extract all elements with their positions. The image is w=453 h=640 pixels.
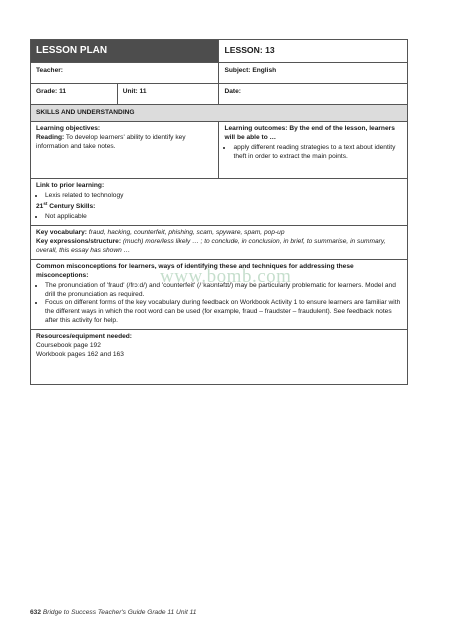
page-footer	[30, 609, 196, 616]
prior-learning-heading: Link to prior learning:	[36, 182, 105, 190]
date-label: Date:	[219, 83, 408, 104]
prior-learning-item: • Lexis related to technology	[45, 192, 402, 201]
prior-learning-list	[36, 192, 402, 201]
subject-label: Subject: English	[219, 62, 408, 83]
key-vocabulary	[36, 229, 402, 238]
century-skills-heading	[36, 201, 402, 212]
page-number: 632	[30, 609, 42, 616]
objectives-cell	[31, 122, 219, 179]
vocabulary-cell	[31, 226, 408, 260]
resources-line: Coursebook page 192	[36, 342, 101, 350]
century-sup: st	[43, 201, 48, 207]
key-vocabulary-label: Key vocabulary:	[36, 229, 87, 237]
grade-label: Grade: 11	[31, 83, 118, 104]
outcome-item: • apply different reading strategies to a text about identity theft in order to extract the main points.	[233, 144, 402, 162]
century-rest: Century Skills:	[47, 203, 96, 211]
skills-heading: SKILLS AND UNDERSTANDING	[31, 104, 408, 122]
key-vocabulary-text: fraud, hacking, counterfeit, phishing, scam, spyware, spam, pop-up	[86, 229, 285, 237]
resources-heading: Resources/equipment needed:	[36, 333, 132, 341]
key-expressions	[36, 238, 402, 256]
lesson-plan-title: LESSON PLAN	[31, 40, 219, 63]
footer-title: Bridge to Success Teacher's Guide Grade 11 Unit 11	[41, 609, 197, 616]
key-expressions-label: Key expressions/structure:	[36, 238, 122, 246]
objectives-reading	[36, 134, 213, 152]
unit-label: Unit: 11	[117, 83, 219, 104]
key-expressions-text: (much) more/less likely … ; to conclude, in conclusion, in brief, to summarise, in summary, overall, this essay has shown …	[36, 238, 386, 255]
resources-cell	[31, 330, 408, 385]
century-skills-item: • Not applicable	[45, 213, 402, 222]
objectives-heading: Learning objectives:	[36, 125, 101, 133]
lesson-plan-table	[30, 39, 408, 385]
prior-learning-cell	[31, 179, 408, 226]
lesson-number: LESSON: 13	[219, 40, 408, 63]
lesson-plan-sheet	[30, 39, 408, 385]
reading-text: To develop learners' ability to identify key information and take notes.	[36, 134, 186, 151]
outcomes-cell	[219, 122, 408, 179]
century-skills-list	[36, 213, 402, 222]
misconceptions-heading: Common misconceptions for learners, ways of identifying these and techniques for addressing these misconceptions:	[36, 262, 354, 279]
century-num: 21	[36, 203, 44, 211]
watermark: www.bomb.com	[160, 266, 292, 287]
misconception-item: • The pronunciation of 'fraud' (/frɔːd/) and 'counterfeit' (/ˈkaʊntəfɪt/) may be particularly problematic for learners. Model and drill the pronunciation as required.	[45, 282, 402, 300]
reading-label: Reading:	[36, 134, 65, 142]
resources-line: Workbook pages 162 and 163	[36, 350, 124, 358]
outcomes-heading: Learning outcomes: By the end of the lesson, learners will be able to …	[224, 125, 395, 142]
misconceptions-list	[36, 282, 402, 326]
outcomes-list	[224, 144, 402, 162]
misconception-item: • Focus on different forms of the key vocabulary during feedback on Workbook Activity 1 to ensure learners are familiar with the different ways in which the root word can be used (for example, fraud – fraudster – fraudulent). See feedback notes after this activity for help.	[45, 299, 402, 326]
teacher-label: Teacher:	[31, 62, 219, 83]
